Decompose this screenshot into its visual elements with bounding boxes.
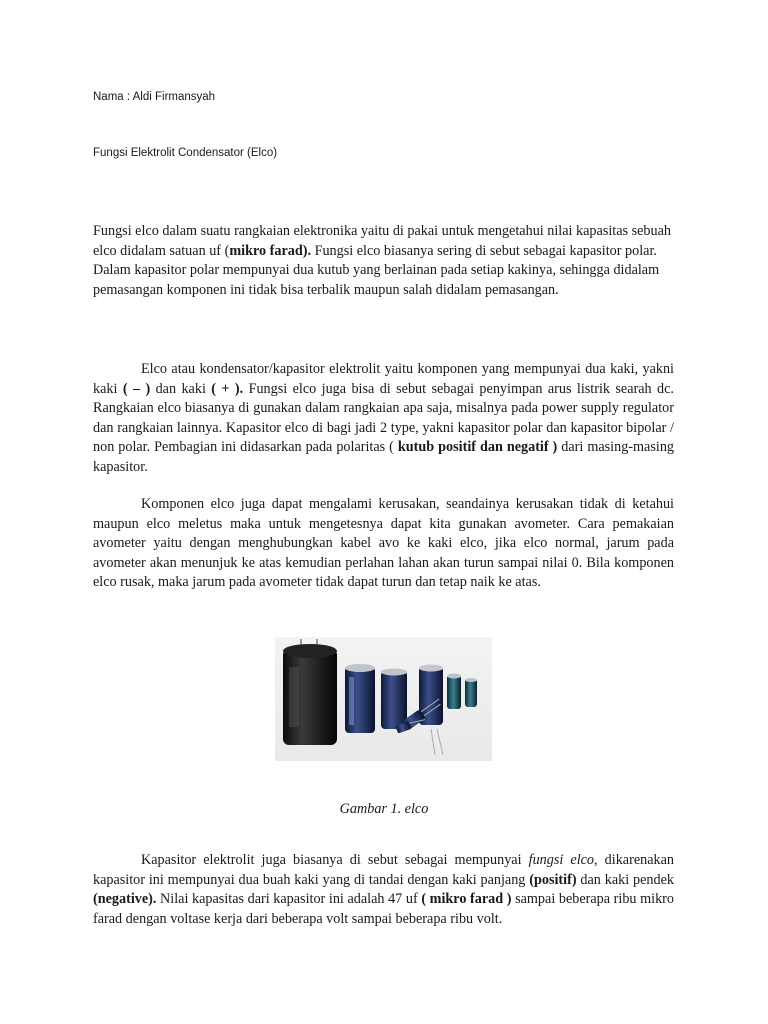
capacitors-illustration <box>275 637 492 761</box>
document-subtitle: Fungsi Elektrolit Condensator (Elco) <box>93 147 278 159</box>
paragraph-2-bold-minus: ( – ) <box>122 380 151 397</box>
paragraph-4-text: Kapasitor elektrolit juga biasanya di sebut sebagai mempunyai <box>141 852 529 868</box>
paragraph-4-text-3: dan kaki pendek <box>576 871 674 888</box>
paragraph-2 <box>93 360 674 477</box>
paragraph-2-text-3: Fungsi elco juga bisa di sebut sebagai penyimpan arus listrik searah dc. Rangkaian elco biasanya di gunakan dalam rangkaian apa saja, misalnya pada power supply regulator dan rangkaian lainnya. Kapasitor elco di bagi jadi 2 type, yakni kapasitor polar dan kapasitor bipolar / non polar. Pembagian ini didasarkan pada polaritas ( <box>93 380 674 455</box>
paragraph-2-bold-plus: ( + ). <box>211 380 244 397</box>
paragraph-2-text: Elco atau kondensator/kapasitor elektrolit yaitu komponen yang mempunyai dua kaki, yakni kaki <box>93 361 674 397</box>
paragraph-4-bold-negative: (negative). <box>93 891 157 907</box>
paragraph-4-bold-mikro-farad: ( mikro farad ) <box>421 891 512 907</box>
figure-caption: Gambar 1. elco <box>339 801 429 817</box>
paragraph-2-text-4: dari masing-masing kapasitor. <box>93 439 675 475</box>
paragraph-4-bold-positif: (positif) <box>529 871 577 888</box>
paragraph-4-text-4: Nilai kapasitas dari kapasitor ini adalah 47 uf <box>156 891 422 907</box>
paragraph-4-italic: fungsi elco <box>528 852 595 868</box>
paragraph-2-text-2: dan kaki <box>150 380 212 397</box>
elco-photo <box>275 637 492 761</box>
paragraph-1-bold: mikro farad). <box>229 242 312 259</box>
paragraph-3: Komponen elco juga dapat mengalami kerusakan, seandainya kerusakan tidak di ketahui maupun elco meletus maka untuk mengetesnya dapat kita gunakan avometer. Cara pemakaian avometer yaitu dengan menghubungkan kabel avo ke kaki elco, jika elco normal, jarum pada avometer akan menunjuk ke atas kemudian perlahan lahan akan turun sampai nilai 0. Bila komponen elco rusak, maka jarum pada avometer tidak dapat turun dan tetap naik ke atas. <box>93 496 674 590</box>
author-name-line: Nama : Aldi Firmansyah <box>93 91 216 103</box>
paragraph-4 <box>93 851 674 929</box>
paragraph-4-text-2: , dikarenakan kapasitor ini mempunyai dua buah kaki yang di tandai dengan kaki panjang <box>93 852 674 888</box>
paragraph-1-text: Fungsi elco dalam suatu rangkaian elektronika yaitu di pakai untuk mengetahui nilai kapasitas sebuah elco didalam satuan uf ( <box>93 223 671 259</box>
paragraph-1-text-2: Fungsi elco biasanya sering di sebut sebagai kapasitor polar. Dalam kapasitor polar mempunyai dua kutub yang berlainan pada setiap kakinya, sehingga didalam pemasangan komponen ini tidak bisa terbalik maupun salah didalam pemasangan. <box>93 242 660 298</box>
paragraph-1 <box>93 222 674 300</box>
paragraph-2-bold-polarity: kutub positif dan negatif ) <box>397 439 558 455</box>
paragraph-4-text-5: sampai beberapa ribu mikro farad dengan voltase kerja dari beberapa volt sampai beberapa ribu volt. <box>93 891 675 927</box>
